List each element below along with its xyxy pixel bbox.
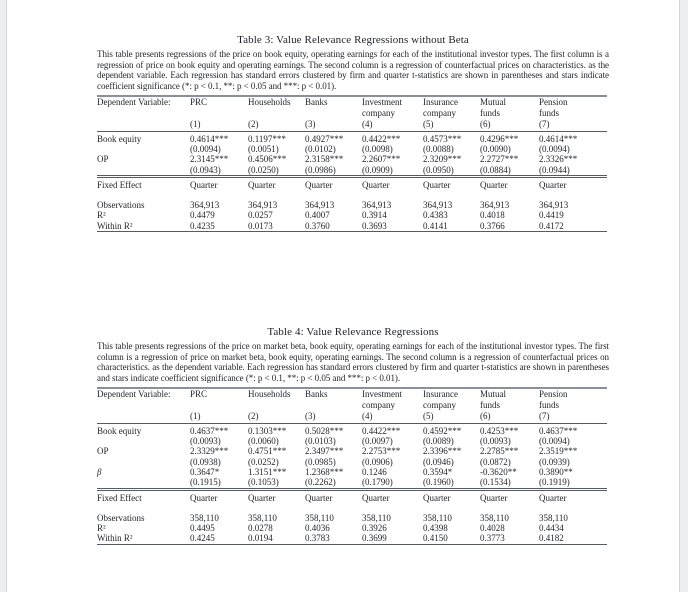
- stats-cell: 0.3783: [305, 533, 330, 544]
- coefficient-row: [97, 131, 607, 144]
- coefficient-cell: OP: [97, 446, 109, 457]
- coefficient-cell: 0.4614***: [539, 133, 578, 144]
- header-cell: company: [362, 400, 395, 411]
- coefficient-cell: 2.3329***: [190, 446, 229, 457]
- header-cell: Pension: [539, 389, 568, 400]
- coefficient-cell: 2.3209***: [423, 154, 462, 165]
- stats-row: [97, 513, 607, 523]
- table4-title: Table 4: Value Relevance Regressions: [267, 326, 439, 339]
- stats-cell: 0.4018: [480, 210, 505, 221]
- standard-error-cell: (0.1960): [423, 477, 454, 488]
- header-cell: [248, 400, 305, 411]
- spacer-cell: [248, 504, 305, 513]
- fixed-effect-cell: Quarter: [190, 176, 248, 191]
- standard-error-cell: (0.0250): [248, 164, 279, 175]
- stats-cell: Observations: [97, 200, 145, 211]
- stats-cell: 0.4235: [190, 220, 215, 231]
- standard-error-cell: (0.0051): [248, 144, 279, 154]
- header-cell: funds: [480, 400, 500, 411]
- fixed-effect-cell: Quarter: [480, 489, 539, 504]
- standard-error-cell: (0.0985): [305, 456, 336, 467]
- fixed-effect-cell: Quarter: [248, 489, 305, 504]
- standard-error-row: [97, 165, 607, 177]
- spacer-cell: [362, 191, 423, 200]
- fixed-effect-cell: Quarter: [362, 489, 423, 504]
- stats-cell: 0.4398: [423, 523, 448, 534]
- coefficient-cell: 2.3396***: [423, 446, 462, 457]
- coefficient-cell: OP: [97, 154, 109, 165]
- stats-cell: Observations: [97, 512, 145, 523]
- standard-error-cell: (0.0909): [362, 164, 393, 175]
- fixed-effect-cell: Quarter: [539, 176, 607, 191]
- coefficient-cell: 2.3158***: [305, 154, 344, 165]
- standard-error-cell: (0.0097): [362, 436, 393, 447]
- column-number-cell: [97, 410, 190, 423]
- standard-error-cell: [97, 144, 190, 154]
- spacer-cell: [190, 191, 248, 200]
- coefficient-cell: 2.2727***: [480, 154, 519, 165]
- coefficient-cell: 0.4637***: [190, 425, 229, 436]
- column-number-cell: (7): [539, 410, 607, 423]
- coefficient-cell: 0.4927***: [305, 133, 344, 144]
- standard-error-cell: (0.1790): [362, 477, 393, 488]
- stats-cell: 0.4419: [539, 210, 564, 221]
- coefficient-cell: 0.4573***: [423, 133, 462, 144]
- table3-caption: This table presents regressions of the price on book equity, operating earnings for each of the institutional investor types. The first column is a regression of price on book equity and operating earnings. The second column is a regression of counterfactual prices on characteristics. as the dependent variable. Each regression has standard errors clustered by firm and quarter t-statistics are shown in parentheses and stars indicate coefficient significance (*: p < 0.1, **: p < 0.05 and ***: p < 0.01).: [97, 49, 609, 92]
- header-cell: Insurance: [423, 97, 458, 108]
- column-number-cell: (3): [305, 118, 362, 131]
- stats-cell: 0.4141: [423, 220, 448, 231]
- standard-error-cell: (0.0103): [305, 436, 336, 447]
- header-cell: PRC: [190, 97, 208, 108]
- standard-error-cell: [97, 477, 190, 489]
- column-number-cell: (2): [248, 118, 305, 131]
- coefficient-cell: 2.3519***: [539, 446, 578, 457]
- stats-cell: 358,110: [480, 512, 509, 523]
- spacer-cell: [423, 504, 480, 513]
- stats-cell: 0.3760: [305, 220, 330, 231]
- header-cell: [97, 400, 190, 411]
- stats-cell: 364,913: [190, 200, 220, 211]
- coefficient-row: [97, 467, 607, 477]
- standard-error-row: [97, 457, 607, 467]
- standard-error-row: [97, 144, 607, 154]
- column-number-cell: (1): [190, 410, 248, 423]
- fixed-effect-cell: Quarter: [305, 176, 362, 191]
- spacer-cell: [539, 504, 607, 513]
- column-number-cell: (6): [480, 118, 539, 131]
- coefficient-row: [97, 423, 607, 436]
- coefficient-cell: 0.4422***: [362, 133, 401, 144]
- fixed-effect-cell: Quarter: [480, 176, 539, 191]
- standard-error-cell: (0.0093): [480, 436, 511, 447]
- table-header-row: [97, 388, 607, 400]
- coefficient-cell: 2.3497***: [305, 446, 344, 457]
- coefficient-cell: 0.3647*: [190, 466, 220, 477]
- table4-section: [97, 326, 609, 545]
- header-cell: Households: [248, 97, 291, 108]
- stats-cell: 0.4036: [305, 523, 330, 534]
- standard-error-cell: (0.0950): [423, 164, 454, 175]
- fixed-effect-cell: Quarter: [362, 176, 423, 191]
- coefficient-cell: 0.5028***: [305, 425, 344, 436]
- column-number-cell: (1): [190, 118, 248, 131]
- stats-cell: 0.3914: [362, 210, 387, 221]
- standard-error-row: [97, 477, 607, 489]
- coefficient-cell: 2.3145***: [190, 154, 229, 165]
- spacer-cell: [423, 191, 480, 200]
- stats-cell: 0.3699: [362, 533, 387, 544]
- fixed-effect-row: [97, 489, 607, 504]
- table-header-subrow: [97, 108, 607, 119]
- stats-cell: 0.3693: [362, 220, 387, 231]
- coefficient-cell: 0.1197***: [248, 133, 286, 144]
- coefficient-row: [97, 154, 607, 164]
- standard-error-cell: (0.0094): [539, 144, 570, 154]
- stats-cell: 358,110: [539, 512, 568, 523]
- table3-title: Table 3: Value Relevance Regressions without Beta: [237, 34, 469, 46]
- stats-cell: 0.3766: [480, 220, 505, 231]
- header-cell: PRC: [190, 389, 208, 400]
- spacer-cell: [305, 191, 362, 200]
- stats-cell: 358,110: [305, 512, 334, 523]
- table-header-row: [97, 96, 607, 108]
- standard-error-cell: (0.1534): [480, 477, 511, 488]
- header-cell: [305, 400, 362, 411]
- stats-cell: 0.0278: [248, 523, 273, 534]
- stats-cell: 0.4007: [305, 210, 330, 221]
- header-cell: Pension: [539, 97, 568, 108]
- header-cell: company: [423, 400, 456, 411]
- spacer-cell: [480, 504, 539, 513]
- header-cell: funds: [539, 108, 559, 119]
- standard-error-cell: (0.0986): [305, 164, 336, 175]
- fixed-effect-cell: Quarter: [423, 176, 480, 191]
- coefficient-cell: 0.4296***: [480, 133, 519, 144]
- standard-error-cell: (0.0939): [539, 456, 570, 467]
- column-number-cell: [97, 118, 190, 131]
- standard-error-cell: [97, 165, 190, 177]
- standard-error-cell: (0.0252): [248, 456, 279, 467]
- column-number-cell: (2): [248, 410, 305, 423]
- stats-cell: R²: [97, 523, 106, 534]
- header-cell: Banks: [305, 97, 328, 108]
- coefficient-cell: 2.2607***: [362, 154, 401, 165]
- coefficient-cell: 0.4751***: [248, 446, 287, 457]
- standard-error-cell: (0.0098): [362, 144, 393, 154]
- fixed-effect-cell: Quarter: [305, 489, 362, 504]
- standard-error-cell: (0.1053): [248, 477, 279, 488]
- stats-cell: 0.3926: [362, 523, 387, 534]
- coefficient-cell: 0.4422***: [362, 425, 401, 436]
- header-cell: Dependent Variable:: [97, 97, 171, 108]
- stats-cell: 0.0257: [248, 210, 273, 221]
- header-cell: Mutual: [480, 97, 506, 108]
- coefficient-cell: 1.3151***: [248, 466, 287, 477]
- column-number-cell: (5): [423, 118, 480, 131]
- stats-cell: 0.0194: [248, 533, 273, 544]
- standard-error-cell: (0.0090): [480, 144, 511, 154]
- stats-cell: 0.4150: [423, 533, 448, 544]
- header-cell: company: [362, 108, 395, 119]
- header-cell: Households: [248, 389, 291, 400]
- coefficient-cell: 1.2368***: [305, 466, 344, 477]
- column-number-cell: (4): [362, 118, 423, 131]
- coefficient-cell: β: [97, 466, 102, 477]
- column-number-row: [97, 410, 607, 423]
- stats-cell: 364,913: [248, 200, 278, 211]
- standard-error-cell: (0.0884): [480, 164, 511, 175]
- stats-cell: 0.4479: [190, 210, 215, 221]
- stats-row: [97, 533, 607, 544]
- header-cell: funds: [480, 108, 500, 119]
- standard-error-cell: (0.0089): [423, 436, 454, 447]
- page-edge-right: [679, 0, 688, 592]
- standard-error-cell: (0.2262): [305, 477, 336, 488]
- table4-regression-table: [97, 387, 607, 545]
- header-cell: [305, 108, 362, 119]
- coefficient-row: [97, 446, 607, 456]
- standard-error-row: [97, 436, 607, 446]
- stats-cell: 0.3773: [480, 533, 505, 544]
- coefficient-cell: 0.3890**: [539, 466, 573, 477]
- stats-row: [97, 210, 607, 220]
- stats-cell: 0.4172: [539, 220, 564, 231]
- fixed-effect-cell: Quarter: [190, 489, 248, 504]
- coefficient-cell: 0.4637***: [539, 425, 578, 436]
- stats-cell: 358,110: [423, 512, 452, 523]
- header-cell: Investment: [362, 97, 402, 108]
- stats-row: [97, 200, 607, 210]
- fixed-effect-cell: Quarter: [423, 489, 480, 504]
- stats-cell: Within R²: [97, 220, 133, 231]
- header-cell: Dependent Variable:: [97, 389, 171, 400]
- standard-error-cell: [97, 436, 190, 446]
- stats-cell: 364,913: [480, 200, 510, 211]
- header-cell: [190, 108, 248, 119]
- header-cell: Investment: [362, 389, 402, 400]
- column-number-cell: (6): [480, 410, 539, 423]
- header-cell: [97, 108, 190, 119]
- table-header-subrow: [97, 400, 607, 411]
- column-number-row: [97, 118, 607, 131]
- stats-cell: Within R²: [97, 533, 133, 544]
- header-cell: Mutual: [480, 389, 506, 400]
- paper-page: [97, 0, 609, 545]
- stats-cell: 358,110: [248, 512, 277, 523]
- stats-cell: 0.4245: [190, 533, 215, 544]
- header-cell: [248, 108, 305, 119]
- standard-error-cell: (0.0088): [423, 144, 454, 154]
- coefficient-cell: -0.3620**: [480, 466, 517, 477]
- standard-error-cell: (0.0906): [362, 456, 393, 467]
- stats-cell: 0.4434: [539, 523, 564, 534]
- stats-cell: 364,913: [539, 200, 569, 211]
- standard-error-cell: (0.0872): [480, 456, 511, 467]
- fixed-effect-cell: Quarter: [248, 176, 305, 191]
- stats-cell: 0.0173: [248, 220, 273, 231]
- stats-row: [97, 523, 607, 533]
- stats-cell: 0.4028: [480, 523, 505, 534]
- stats-cell: 358,110: [190, 512, 219, 523]
- column-number-cell: (4): [362, 410, 423, 423]
- spacer-cell: [190, 504, 248, 513]
- table4-caption: This table presents regressions of the price on market beta, book equity, operating earnings for each of the institutional investor types. The first column is a regression of price on market beta, book equity, operating earnings. The second column is a regression of counterfactual prices on characteristics. as the dependent variable. Each regression has standard errors clustered by firm and quarter t-statistics are shown in parentheses and stars indicate coefficient significance (*: p < 0.1, **: p < 0.05 and ***: p < 0.01).: [97, 341, 609, 384]
- stats-cell: 358,110: [362, 512, 391, 523]
- standard-error-cell: (0.1919): [539, 477, 570, 488]
- spacer-cell: [97, 504, 190, 513]
- header-cell: [190, 400, 248, 411]
- standard-error-cell: (0.0102): [305, 144, 336, 154]
- stats-cell: 364,913: [423, 200, 453, 211]
- coefficient-cell: 0.1246: [362, 466, 387, 477]
- header-cell: Insurance: [423, 389, 458, 400]
- coefficient-cell: 0.1303***: [248, 425, 287, 436]
- spacer-cell: [97, 191, 190, 200]
- fixed-effect-cell: Fixed Effect: [97, 176, 190, 191]
- stats-cell: R²: [97, 210, 106, 221]
- coefficient-cell: Book equity: [97, 425, 142, 436]
- spacer-row: [97, 504, 607, 513]
- standard-error-cell: (0.0094): [539, 436, 570, 447]
- standard-error-cell: [97, 457, 190, 467]
- fixed-effect-row: [97, 176, 607, 191]
- coefficient-cell: 0.3594*: [423, 466, 453, 477]
- standard-error-cell: (0.0944): [539, 164, 570, 175]
- spacer-cell: [362, 504, 423, 513]
- coefficient-cell: 0.4253***: [480, 425, 519, 436]
- spacer-cell: [248, 191, 305, 200]
- standard-error-cell: (0.0943): [190, 164, 221, 175]
- coefficient-cell: 2.2785***: [480, 446, 519, 457]
- column-number-cell: (7): [539, 118, 607, 131]
- fixed-effect-cell: Quarter: [539, 489, 607, 504]
- standard-error-cell: (0.0938): [190, 456, 221, 467]
- standard-error-cell: (0.0060): [248, 436, 279, 447]
- header-cell: company: [423, 108, 456, 119]
- standard-error-cell: (0.1915): [190, 477, 221, 488]
- spacer-cell: [539, 191, 607, 200]
- standard-error-cell: (0.0093): [190, 436, 221, 447]
- coefficient-cell: 0.4506***: [248, 154, 287, 165]
- spacer-cell: [305, 504, 362, 513]
- stats-cell: 0.4182: [539, 533, 564, 544]
- standard-error-cell: (0.0946): [423, 456, 454, 467]
- coefficient-cell: 2.2753***: [362, 446, 401, 457]
- spacer-cell: [480, 191, 539, 200]
- coefficient-cell: 0.4614***: [190, 133, 229, 144]
- header-cell: Banks: [305, 389, 328, 400]
- fixed-effect-cell: Fixed Effect: [97, 489, 190, 504]
- column-number-cell: (5): [423, 410, 480, 423]
- standard-error-cell: (0.0094): [190, 144, 221, 154]
- column-number-cell: (3): [305, 410, 362, 423]
- header-cell: funds: [539, 400, 559, 411]
- stats-row: [97, 221, 607, 232]
- stats-cell: 364,913: [362, 200, 392, 211]
- coefficient-cell: 0.4592***: [423, 425, 462, 436]
- stats-cell: 364,913: [305, 200, 335, 211]
- coefficient-cell: 2.3326***: [539, 154, 578, 165]
- table3-regression-table: [97, 95, 607, 232]
- page-edge-left: [0, 0, 7, 592]
- stats-cell: 0.4495: [190, 523, 215, 534]
- table3-section: [97, 34, 609, 232]
- stats-cell: 0.4383: [423, 210, 448, 221]
- coefficient-cell: Book equity: [97, 133, 142, 144]
- spacer-row: [97, 191, 607, 200]
